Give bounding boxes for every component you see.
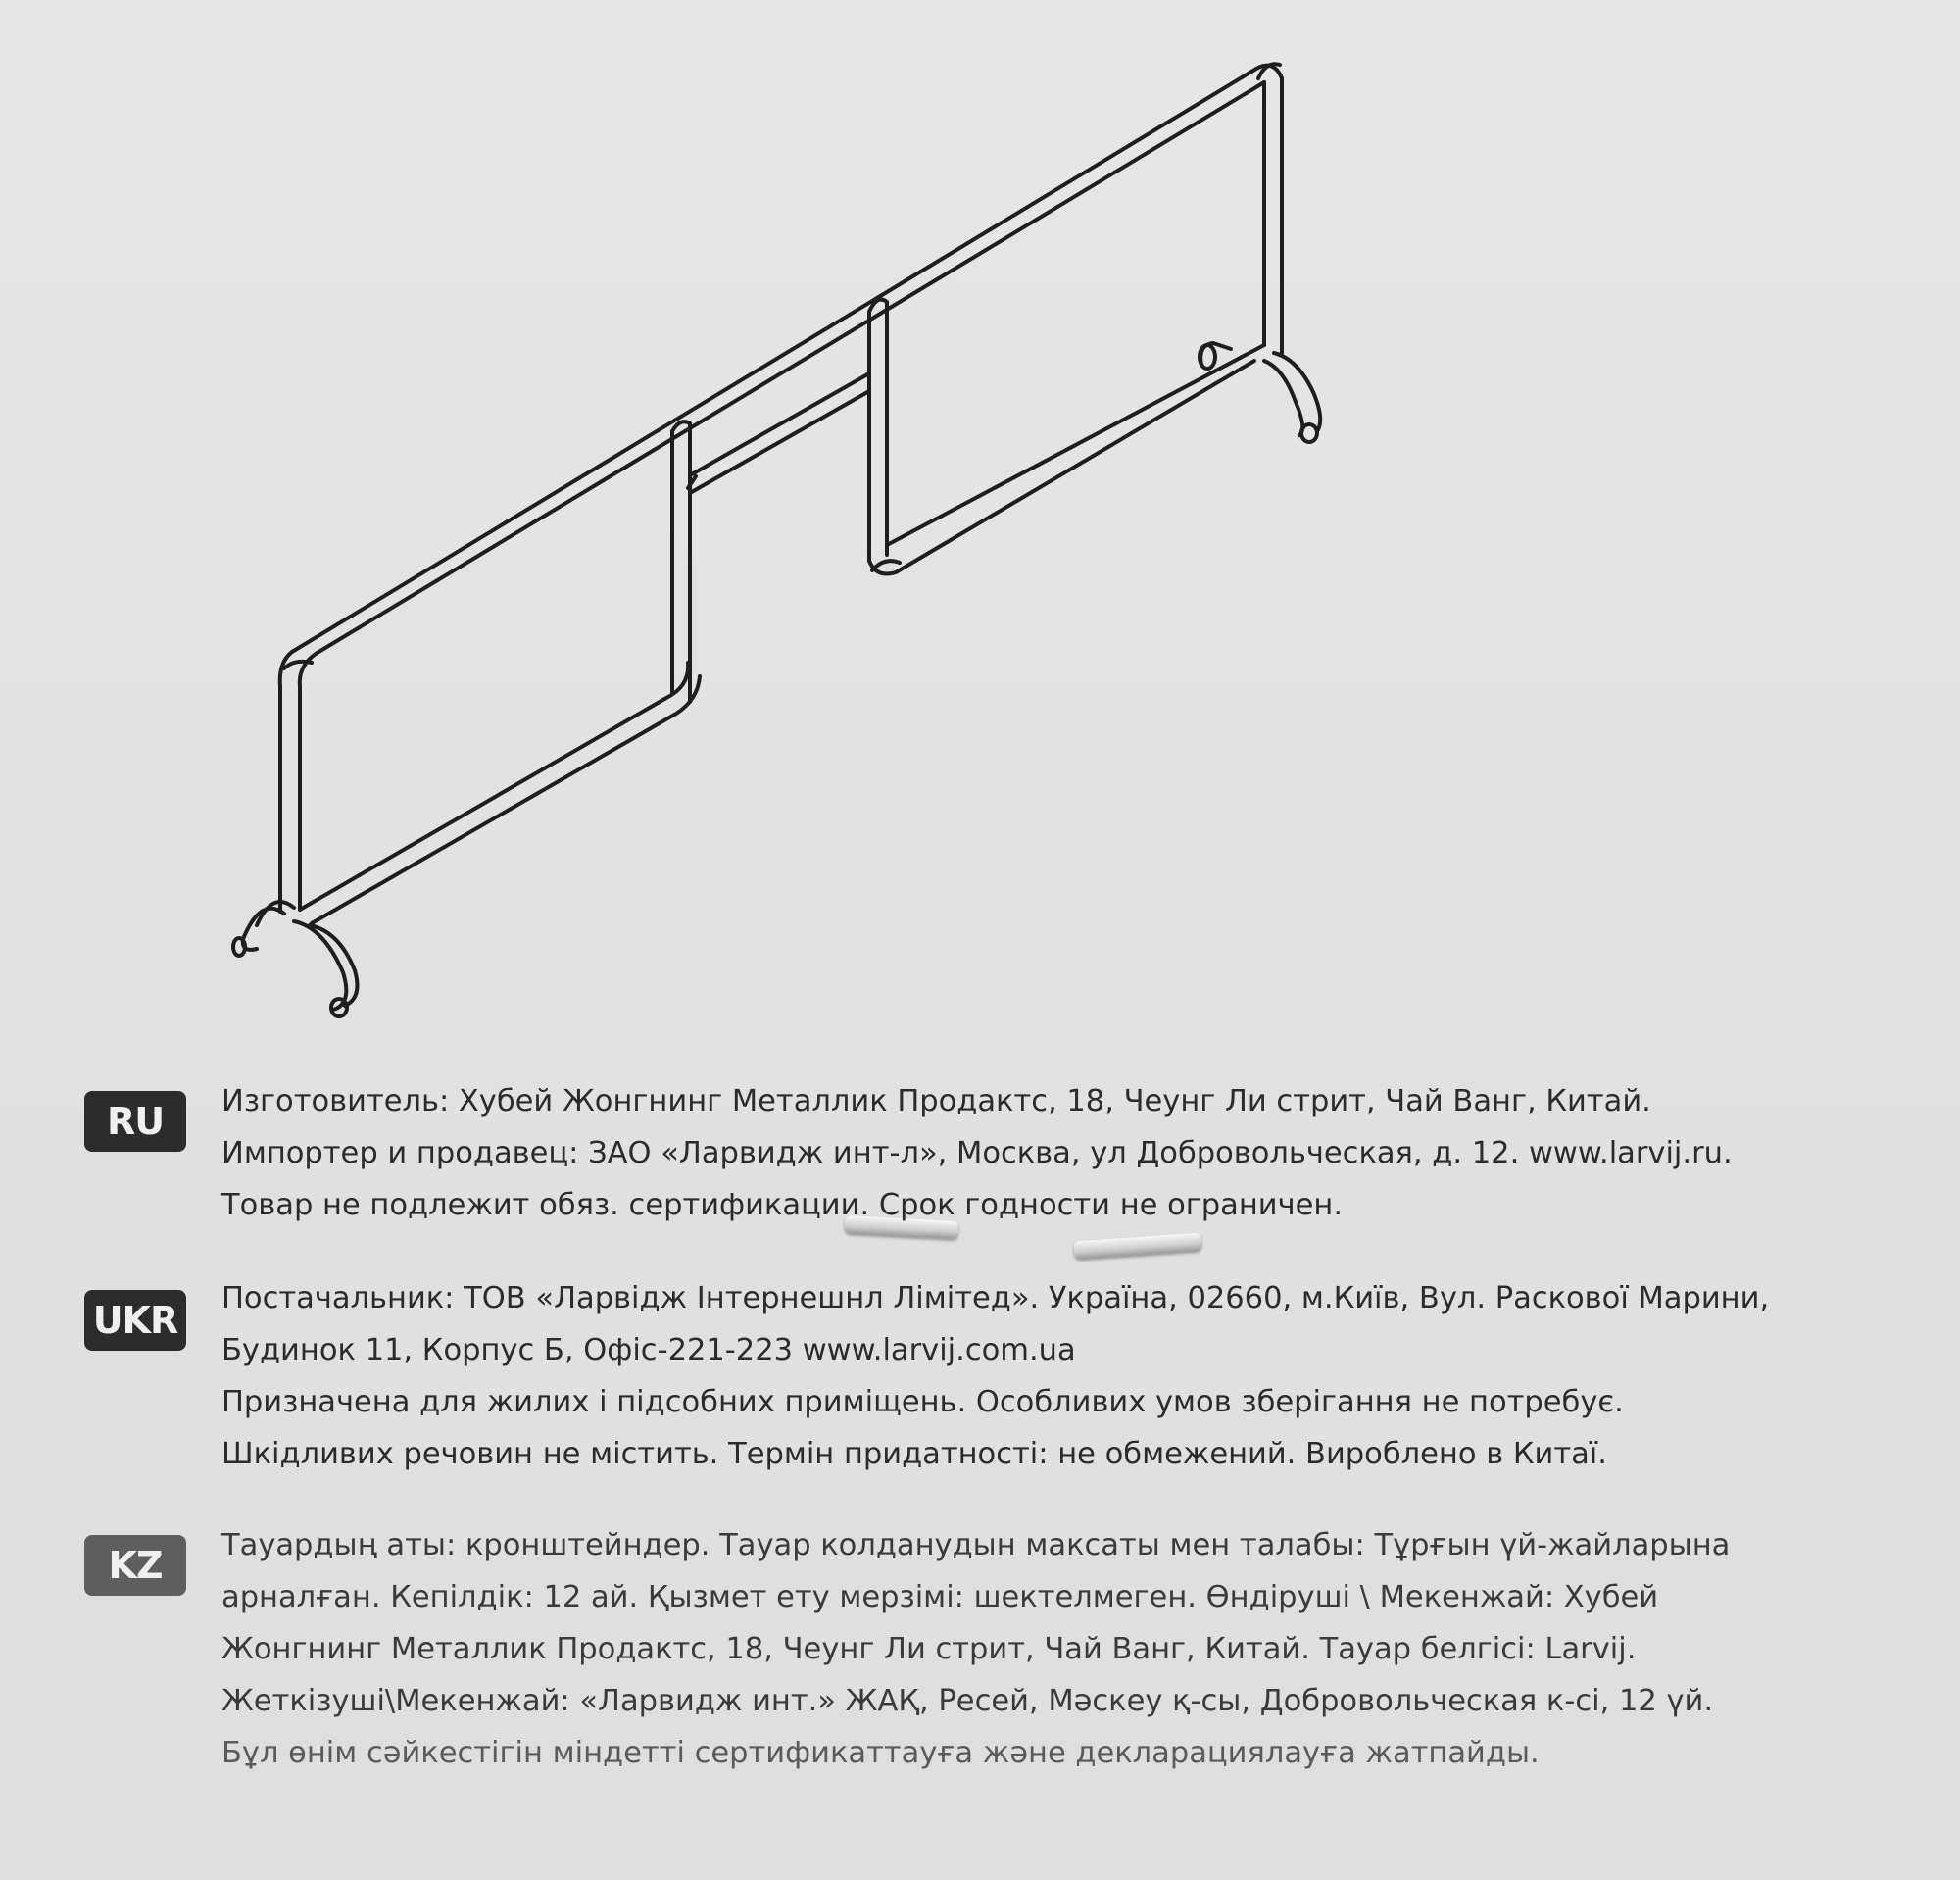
language-badge-ru: RU [84, 1091, 186, 1152]
kz-line: арналған. Кепілдік: 12 ай. Қызмет ету мерзімі: шектелмеген. Өндіруші \ Мекенжай: Хубей [221, 1580, 1659, 1614]
language-badge-kz: KZ [84, 1535, 186, 1596]
kz-line: Жонгнинг Металлик Продактс, 18, Чеунг Ли стрит, Чай Ванг, Китай. Тауар белгісі: Larvij. [221, 1632, 1637, 1666]
ru-line: Товар не подлежит обяз. сертификации. Срок годности не ограничен. [221, 1188, 1344, 1222]
ru-line: Изготовитель: Хубей Жонгнинг Металлик Продактс, 18, Чеунг Ли стрит, Чай Ванг, Китай. [221, 1084, 1651, 1118]
kz-line: Бұл өнім сәйкестігін міндетті сертификаттауға және декларациялауға жатпайды. [221, 1736, 1540, 1770]
ukr-line: Постачальник: ТОВ «Ларвідж Інтернешнл Лімітед». Україна, 02660, м.Київ, Вул. Раскової Марини, [221, 1281, 1770, 1315]
kz-text [221, 1519, 1730, 1779]
ukr-line: Будинок 11, Корпус Б, Офіс-221-223 www.larvij.com.ua [221, 1333, 1076, 1367]
top-rail [292, 66, 1282, 652]
shelf-divider-illustration [196, 39, 1372, 1039]
kz-line: Жеткізуші\Мекенжай: «Ларвидж инт.» ЖАҚ, Ресей, Мәскеу қ-сы, Добровольческая к-сі, 12 үй. [221, 1684, 1714, 1718]
ru-line: Импортер и продавец: ЗАО «Ларвидж инт-л», Москва, ул Добровольческая, д. 12. www.larvij.ru. [221, 1136, 1733, 1170]
right-bottom-rail [869, 361, 1254, 574]
ru-text [221, 1075, 1733, 1231]
left-bottom-rail [300, 663, 688, 910]
staple-right [1074, 1232, 1202, 1259]
ukr-line: Шкідливих речовин не містить. Термін придатності: не обмежений. Вироблено в Китаї. [221, 1437, 1607, 1471]
middle-connector [690, 373, 869, 475]
kz-line: Тауардың аты: кронштейндер. Тауар колданудын максаты мен талабы: Тұрғын үй-жайларына [221, 1528, 1731, 1562]
language-badge-ukr: UKR [84, 1290, 186, 1351]
left-corner-cap [284, 662, 312, 668]
ukr-text [221, 1272, 1769, 1480]
ukr-line: Призначена для жилих і підсобних приміщень. Особливих умов зберігання не потребує. [221, 1385, 1624, 1419]
